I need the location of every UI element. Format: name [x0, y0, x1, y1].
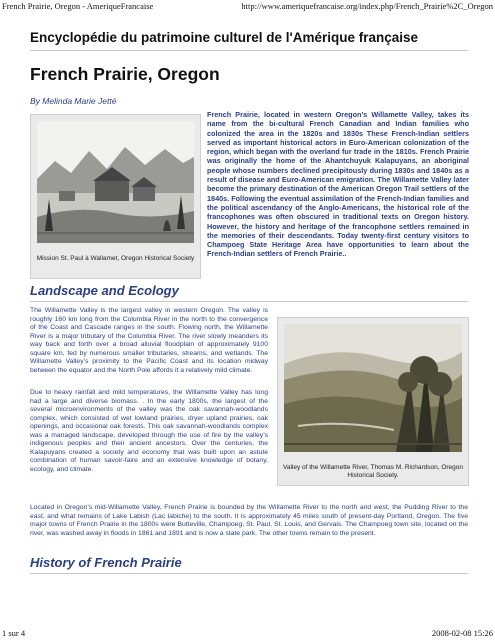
page-title: French Prairie, Oregon — [30, 64, 220, 84]
header-divider — [30, 50, 468, 51]
paragraph-location: Located in Oregon’s mid-Willamette Valley, French Prairie is bounded by the Willamette River to the north and west, the Pudding River to the east, and what remains of Lake Labish (Lac labiche) to the south. It is approximately 45 miles south of present-day Portland, Oregon. The five major towns of French Prairie in the 1800s were Butteville, Champoeg, St. Paul, St. Louis, and Gervais. The Champoeg town site, located on the river, was washed away in floods in 1861 and 1891 and is now a state park. The other towns remain to the present. — [30, 504, 468, 537]
print-footer-timestamp: 2008-02-08 15:26 — [431, 628, 493, 638]
site-title[interactable]: Encyclopédie du patrimoine culturel de l'Amérique française — [30, 30, 419, 45]
figure-valley-caption: Valley of the Willamette River, Thomas M. Richardson, Oregon Historical Society. — [282, 464, 464, 479]
print-footer — [0, 628, 495, 640]
print-header-title: French Prairie, Oregon - AmeriqueFrancaise — [2, 1, 154, 11]
section-divider-history — [30, 573, 468, 574]
section-title-history: History of French Prairie — [30, 555, 182, 570]
print-footer-page: 1 sur 4 — [2, 628, 26, 638]
section-title-landscape: Landscape and Ecology — [30, 283, 179, 298]
paragraph-landscape-1: The Willamette Valley is the largest valley in western Oregon. The valley is roughly 160 km long from the Columbia River in the north to the convergence of the Coast and Cascade ranges in the south. Flowing north, the Willamette River is a major tributary of the Columbia River. The river slowly meanders its way back and forth over a broad alluvial floodplain of approximately 9100 square km, fed by numerous smaller tributaries, streams, and wetlands. The Willamette Valley’s proximity to the Pacific Coast and its location midway between the equator and the North Pole affords it a relatively mild climate. — [30, 307, 268, 374]
byline: By Melinda Marie Jetté — [30, 96, 117, 106]
paragraph-landscape-2: Due to heavy rainfall and mild temperatures, the Willamette Valley has long had a large and diverse biomass. . In the early 1800s, the largest of the several microenvironments of the valley was the oak savannah-woodlands complex, which consisted of wet lowland prairies, dryer upland prairies, oak openings, and occasional oak forests. This oak savannah-woodlands complex was a managed landscape, developed through the use of fire by the valley’s indigenous peoples and their ancient ancestors. Over the centuries, the Kalapuyans created a society and economy that was built upon an astute combination of human savoir-faire and an extensive knowledge of botany, ecology, and climate. — [30, 389, 268, 473]
mission-engraving-icon[interactable] — [37, 121, 194, 243]
valley-painting-icon[interactable] — [284, 324, 462, 452]
figure-mission — [30, 114, 201, 279]
print-header — [0, 0, 495, 14]
print-header-url: http://www.ameriquefrancaise.org/index.php/French_Prairie%2C_Oregon — [241, 1, 493, 11]
lead-paragraph: French Prairie, located in western Oregon’s Willamette Valley, takes its name from the bi-cultural French Canadian and Indian families who colonized the area in the 1820s and 1830s These French-Indian settlers served as important historical actors in Euro-American colonization of the region, which began with the overland fur trade in the 1810s. French Prairie was originally the home of the Ahantchuyuk Kalapuyans, an aboriginal people whose numbers declined precipitously during 1830s and 1840s as a result of disease and Euro-American emigration. The Willamette Valley later become the primary destination of the American Oregon Trail settlers of the 1840s. Following the eventual assimilation of the French-Indian families and the political ascendancy of the Anglo-Americans, the historical role of the francophones was often obscured in traditional texts on Oregon history. However, the history and heritage of the francophone settlers remained in the memories of their descendants. Today twenty-first century visitors to Champoeg State Heritage Area have opportunities to learn about the French-Indian settlers of French Prairie.. — [207, 110, 469, 259]
figure-valley — [277, 317, 469, 486]
figure-mission-caption: Mission St. Paul à Wallamet, Oregon Historical Society — [36, 255, 195, 262]
section-divider-landscape — [30, 301, 468, 302]
